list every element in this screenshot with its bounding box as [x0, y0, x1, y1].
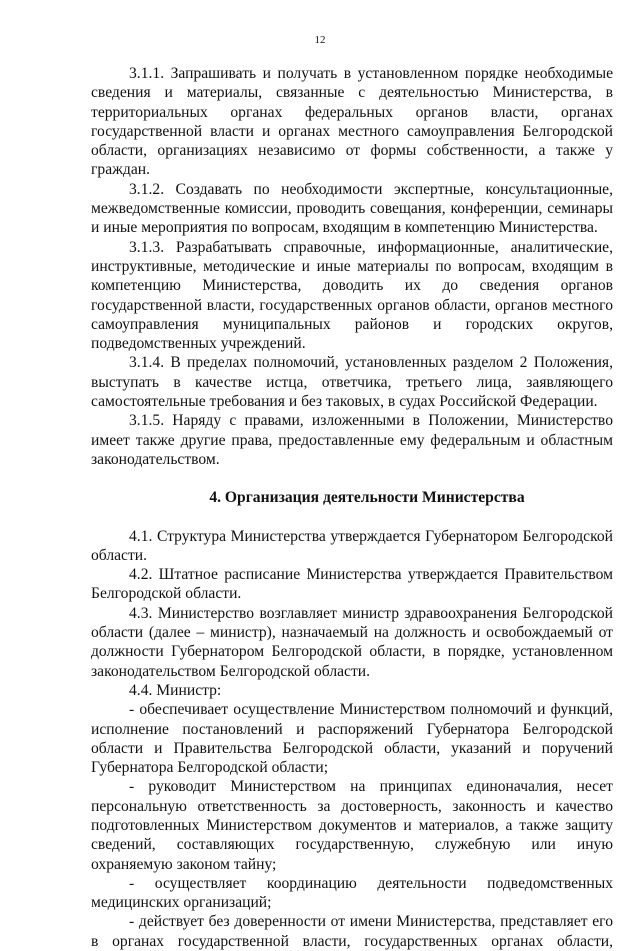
paragraph-4-2: 4.2. Штатное расписание Министерства утверждается Правительством Белгородской области.: [91, 566, 613, 603]
section-heading: 4. Организация деятельности Министерства: [209, 489, 525, 507]
paragraph-4-1: 4.1. Структура Министерства утверждается Губернатором Белгородской области.: [91, 527, 613, 564]
document-body: [91, 64, 613, 951]
paragraph-4-3: 4.3. Министерство возглавляет министр здравоохранения Белгородской области (далее – министр), назначаемый на должность и освобождаемый от должности Губернатором Белгородской области, в порядке, установленном законодательством Белгородской области.: [91, 604, 613, 680]
paragraph-3-1-4: 3.1.4. В пределах полномочий, установленных разделом 2 Положения, выступать в качестве истца, ответчика, третьего лица, заявляющего самостоятельные требования и без таковых, в судах Российской Федерации.: [91, 354, 613, 411]
paragraph-4-4: 4.4. Министр:: [129, 681, 222, 699]
list-item-duty-3: - осуществляет координацию деятельности подведомственных медицинских организаций;: [91, 874, 613, 912]
list-item-duty-4: - действует без доверенности от имени Министерства, представляет его в органах государственной власти, государственных органах области,: [91, 913, 613, 950]
page-number: 12: [314, 34, 326, 46]
list-item-duty-1: - обеспечивает осуществление Министерством полномочий и функций, исполнение постановлений и распоряжений Губернатора Белгородской области и Правительства Белгородской области, указаний и поручений Губернатора Белгородской области;: [91, 701, 613, 777]
list-item-duty-2: - руководит Министерством на принципах единоначалия, несет персональную ответственность за достоверность, законность и качество подготовленных Министерством документов и материалов, а также защиту сведений, составляющих государственную, служебную или иную охраняемую законом тайну;: [91, 778, 613, 873]
paragraph-3-1-5: 3.1.5. Наряду с правами, изложенными в Положении, Министерство имеет также другие права, предоставленные ему федеральным и областным законодательством.: [91, 412, 613, 468]
paragraph-3-1-1: 3.1.1. Запрашивать и получать в установленном порядке необходимые сведения и материалы, связанные с деятельностью Министерства, в территориальных органах федеральных органов власти, органах государственной власти и органах местного самоуправления Белгородской области, организациях независимо от формы собственности, а также у граждан.: [91, 65, 613, 179]
paragraph-3-1-3: 3.1.3. Разрабатывать справочные, информационные, аналитические, инструктивные, методические и иные материалы по вопросам, входящим в компетенцию Министерства, доводить их до сведения органов государственной власти, государственных органов области, органов местного самоуправления муниципальных районов и городских округов, подведомственных учреждений.: [91, 238, 613, 353]
paragraph-3-1-2: 3.1.2. Создавать по необходимости экспертные, консультационные, межведомственные комиссии, проводить совещания, конференции, семинары и иные мероприятия по вопросам, входящим в компетенцию Министерства.: [91, 180, 613, 237]
